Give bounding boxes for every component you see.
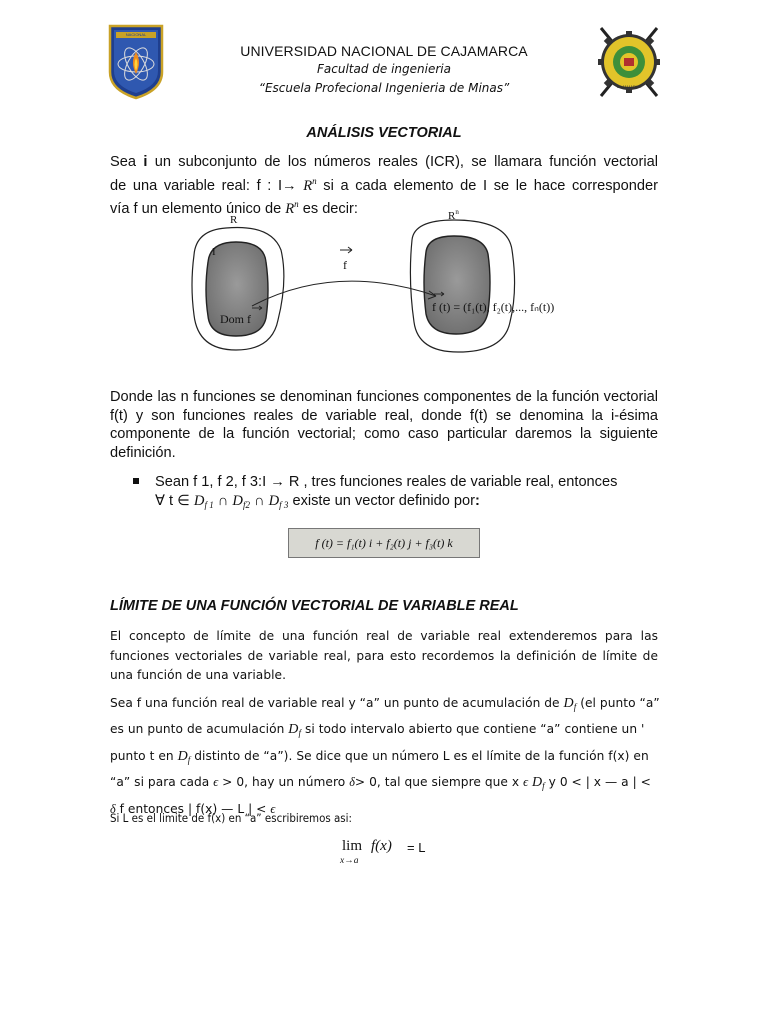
section-title-limite: LÍMITE DE UNA FUNCIÓN VECTORIAL DE VARIABLE REAL bbox=[110, 598, 519, 614]
label-f: f bbox=[343, 258, 347, 272]
bullet-line-1: Sean f 1, f 2, f 3:I → R , tres funciones reales de variable real, entonces bbox=[155, 474, 618, 490]
limit-subscript: x→a bbox=[340, 856, 359, 866]
vector-formula: f (t) = f₁(t) i + f₂(t) j + f₃(t) k bbox=[315, 536, 453, 550]
bullet-square-icon bbox=[133, 478, 139, 484]
limit-lim: lim bbox=[342, 838, 363, 854]
intro-line-3: vía f un elemento único de $R^n$ es decir: bbox=[110, 199, 358, 218]
label-R: R bbox=[230, 214, 238, 226]
limit-intro-paragraph: El concepto de límite de una función real de variable real extenderemos para las funciones vectoriales de variable real, para esto recordemos la definición de límite de una función de una variable. bbox=[110, 629, 658, 683]
label-ft: f (t) = (f₁(t), f₂(t),..., fₙ(t)) bbox=[432, 300, 555, 314]
intro-line-1: Sea i un subconjunto de los números reales (ICR), se llamara función vectorial bbox=[110, 154, 658, 170]
limit-note: Si L es el limite de f(x) en “a” escribiremos asi: bbox=[110, 812, 353, 825]
section-title-analisis: ANÁLISIS VECTORIAL bbox=[306, 125, 462, 141]
label-dom-f: Dom f bbox=[220, 312, 251, 326]
label-Rn: $R^n$ bbox=[448, 208, 459, 222]
left-logo-text: NACIONAL bbox=[125, 32, 147, 37]
limit-equals-L: = L bbox=[407, 840, 426, 855]
def-line-2: es un punto de acumulación $D_f$ si todo intervalo abierto que contiene “a” contiene un ' bbox=[110, 722, 645, 739]
intro-paragraph bbox=[110, 153, 658, 219]
def-line-3: punto t en $D_f$ distinto de “a”). Se dice que un número L es el límite de la función f(x) en bbox=[110, 748, 649, 765]
university-name: UNIVERSIDAD NACIONAL DE CAJAMARCA bbox=[240, 43, 528, 59]
bullet-text bbox=[155, 473, 655, 514]
image-set bbox=[424, 236, 490, 334]
vector-formula-box bbox=[288, 528, 480, 558]
mapping-diagram bbox=[186, 208, 555, 360]
limit-function: f(x) bbox=[371, 838, 392, 854]
bullet-line-2: ∀ t ∈ $D_{f 1}$ ∩ $D_{f2}$ ∩ $D_{f 3}$ existe un vector definido por: bbox=[155, 492, 480, 510]
school-name: “Escuela Profecional Ingenieria de Minas” bbox=[258, 81, 510, 95]
intro-line-2: de una variable real: f : $I\to R^n$ si a cada elemento de I se le hace corresponder bbox=[110, 175, 659, 194]
right-logo-text: CAJAMARCA bbox=[616, 84, 642, 89]
mapping-diagram-svg bbox=[186, 210, 526, 360]
mapping-arrow bbox=[252, 281, 436, 306]
label-I: I bbox=[212, 246, 216, 258]
def-line-1: Sea f una función real de variable real y “a” un punto de acumulación de $D_f$ (el punto “a” bbox=[110, 696, 660, 712]
def-line-5: δ f entonces | f(x) — L | < ϵ bbox=[110, 801, 276, 816]
limit-expression bbox=[340, 834, 460, 874]
faculty-name: Facultad de ingenieria bbox=[317, 62, 451, 76]
components-paragraph: Donde las n funciones se denominan funciones componentes de la función vectorial f(t) y son funciones reales de variable real, donde f(t) se denomina la i-ésima componente de la función vectorial; como caso particular daremos la siguiente definición. bbox=[110, 389, 658, 461]
limit-definition-paragraph bbox=[110, 692, 658, 820]
def-line-4: “a” si para cada ϵ > 0, hay un número δ> 0, tal que siempre que x ϵ $D_f$ y 0 < | x — a | < bbox=[110, 775, 651, 792]
